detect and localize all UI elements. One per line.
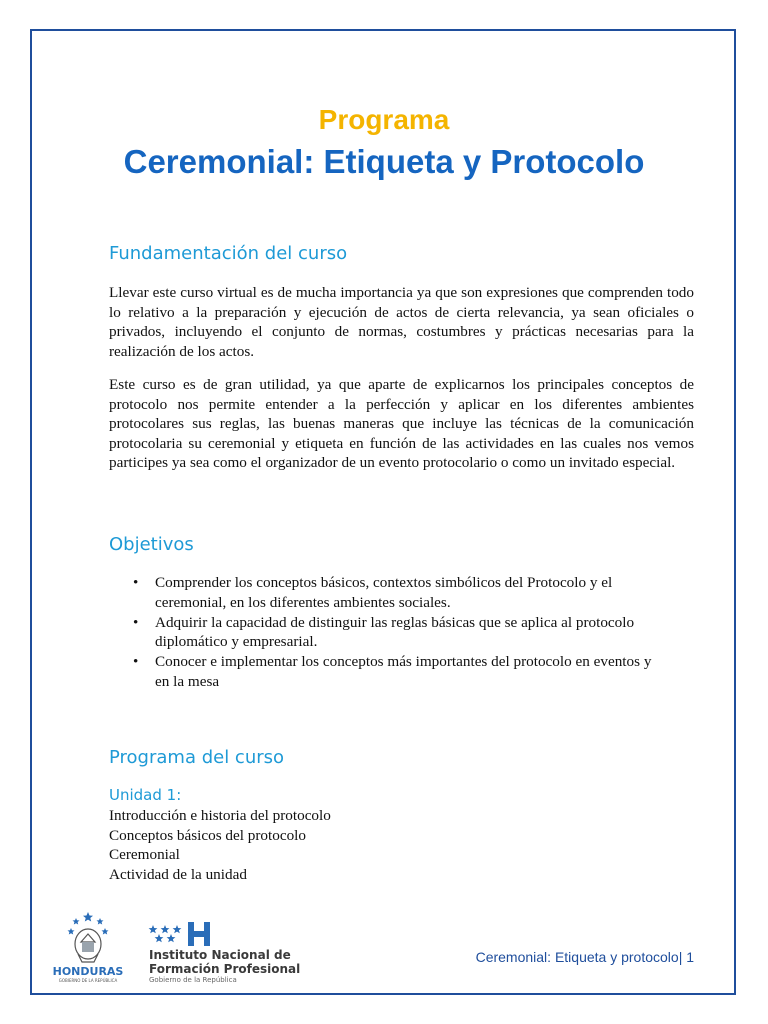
infop-logo-line3: Gobierno de la República xyxy=(149,976,237,984)
list-item: Conceptos básicos del protocolo xyxy=(109,826,306,844)
honduras-logo-subtext: GOBIERNO DE LA REPÚBLICA xyxy=(58,978,118,983)
list-item: Actividad de la unidad xyxy=(109,865,247,883)
unit-title: Unidad 1: xyxy=(109,786,182,804)
section-heading-objetivos: Objetivos xyxy=(109,534,194,555)
honduras-logo-text: HONDURAS xyxy=(52,965,124,978)
honduras-emblem-icon xyxy=(46,912,130,966)
infop-emblem-icon xyxy=(146,920,226,948)
list-item: • Conocer e implementar los conceptos más importantes del protocolo en eventos y en la mesa xyxy=(155,652,669,692)
fundamentacion-paragraph-1: Llevar este curso virtual es de mucha importancia ya que son expresiones que comprenden todo lo relativo a la preparación y ejecución de actos de cierta relevancia, ya sean oficiales o privados, incluyendo el conjunto de normas, costumbres y prácticas necesarias para la realización de los actos. xyxy=(109,284,694,360)
infop-logo xyxy=(146,920,346,986)
list-item: • Adquirir la capacidad de distinguir las reglas básicas que se aplica al protocolo diplomático y empresarial. xyxy=(155,613,669,653)
list-item: Ceremonial xyxy=(109,846,180,864)
section-heading-fundamentacion: Fundamentación del curso xyxy=(109,243,348,264)
infop-logo-line2: Formación Profesional xyxy=(149,962,301,976)
unit-items-list xyxy=(109,806,331,884)
section-heading-programa: Programa del curso xyxy=(109,747,285,768)
list-item: • Comprender los conceptos básicos, contextos simbólicos del Protocolo y el ceremonial, en los diferentes ambientes sociales. xyxy=(155,573,669,613)
page-title: Ceremonial: Etiqueta y Protocolo xyxy=(123,143,645,180)
fundamentacion-paragraph-2: Este curso es de gran utilidad, ya que aparte de explicarnos los principales conceptos de protocolo nos permite entender a la perfección y aplicar en los diferentes ambientes protocolares sus reglas, las buenas maneras que incluye las técnicas de la comunicación protocolaria su ceremonial y etiqueta en función de las actividades en las cuales nos vemos participes ya sea como el organizador de un evento protocolario o como un invitado especial. xyxy=(109,376,694,471)
list-item: Introducción e historia del protocolo xyxy=(109,807,331,824)
page-pretitle: Programa xyxy=(318,104,450,135)
infop-logo-line1: Instituto Nacional de xyxy=(149,948,291,962)
objetivos-list xyxy=(109,573,669,692)
honduras-logo xyxy=(46,912,130,984)
footer-page-label: Ceremonial: Etiqueta y protocolo| 1 xyxy=(475,949,694,965)
